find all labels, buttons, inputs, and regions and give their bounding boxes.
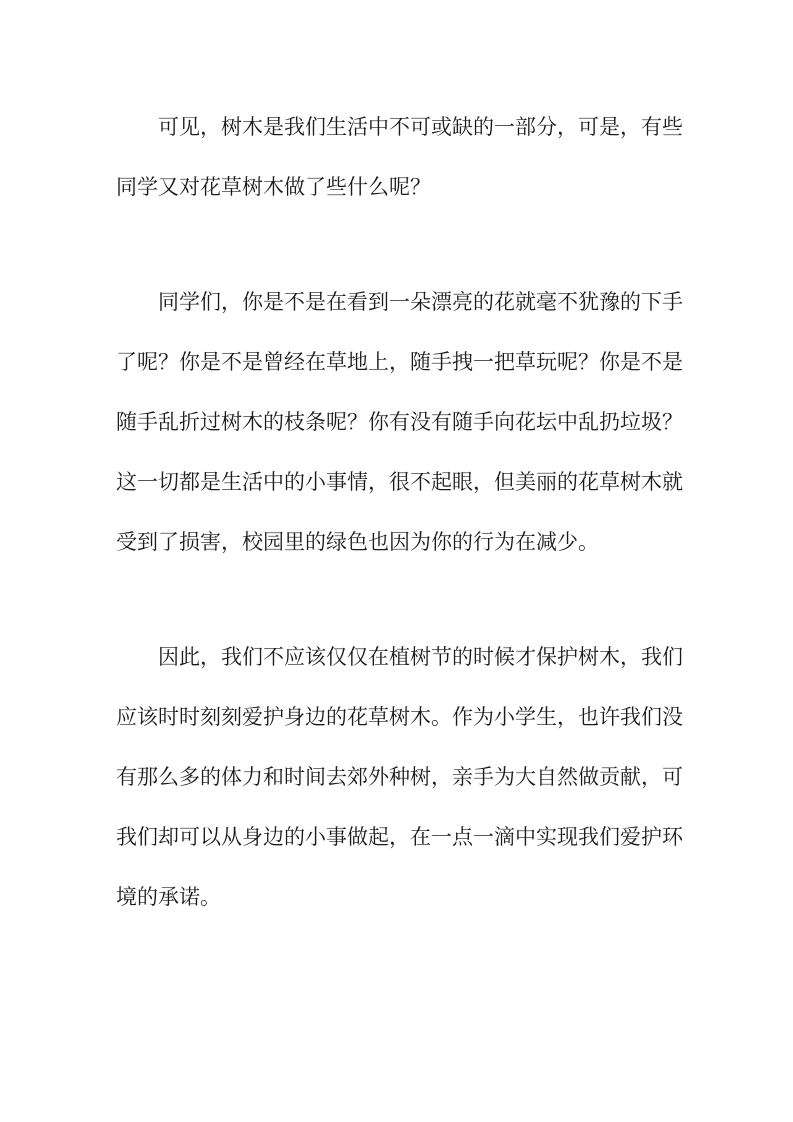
text-line: 可见，树木是我们生活中不可或缺的一部分，可是，有些 [158,116,683,139]
text-line: 同学又对花草树木做了些什么呢？ [116,176,431,199]
paragraph [116,273,683,573]
text-line: 我们却可以从身边的小事做起，在一点一滴中实现我们爱护环 [116,826,683,849]
text-line: 应该时时刻刻爱护身边的花草树木。作为小学生，也许我们没 [116,706,683,729]
text-line: 有那么多的体力和时间去郊外种树，亲手为大自然做贡献，可 [116,766,683,789]
text-line: 了呢？你是不是曾经在草地上，随手拽一把草玩呢？你是不是 [116,351,683,374]
text-line: 受到了损害，校园里的绿色也因为你的行为在减少。 [116,531,599,554]
text-line: 随手乱折过树木的枝条呢？你有没有随手向花坛中乱扔垃圾？ [116,411,683,434]
text-line: 这一切都是生活中的小事情，很不起眼，但美丽的花草树木就 [116,471,683,494]
text-line: 境的承诺。 [116,886,221,909]
paragraph [116,628,683,928]
paragraph [116,98,683,218]
text-line: 因此，我们不应该仅仅在植树节的时候才保护树木，我们 [158,646,683,669]
text-line: 同学们，你是不是在看到一朵漂亮的花就毫不犹豫的下手 [158,291,683,314]
document-body [116,98,683,928]
